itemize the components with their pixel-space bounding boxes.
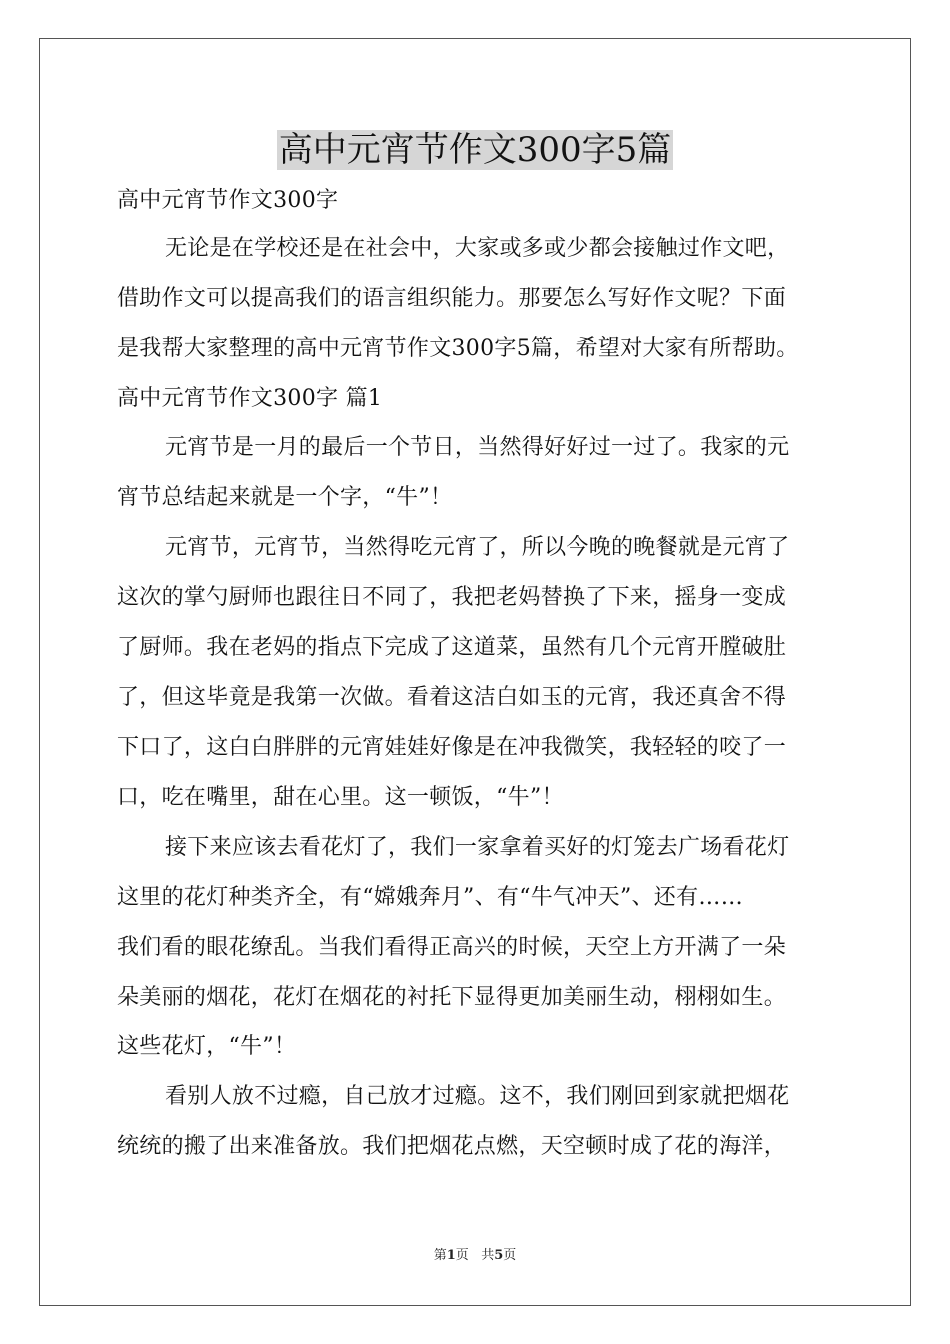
paragraph-line: 看别人放不过瘾，自己放才过瘾。这不，我们刚回到家就把烟花 <box>165 1084 790 1109</box>
paragraph-line: 朵美丽的烟花，花灯在烟花的衬托下显得更加美丽生动，栩栩如生。 <box>117 985 787 1010</box>
page-number: 1 <box>446 1248 456 1263</box>
total-prefix: 共 <box>481 1248 495 1263</box>
paragraph-line: 借助作文可以提高我们的语言组织能力。那要怎么写好作文呢？下面 <box>117 286 787 311</box>
paragraph-line: 元宵节是一月的最后一个节日，当然得好好过一过了。我家的元 <box>165 435 790 460</box>
paragraph-line: 是我帮大家整理的高中元宵节作文300字5篇，希望对大家有所帮助。 <box>117 336 799 361</box>
page-prefix: 第 <box>433 1248 447 1263</box>
section-heading: 高中元宵节作文300字 篇1 <box>117 386 383 411</box>
total-suffix: 页 <box>503 1248 517 1263</box>
document-title-text: 高中元宵节作文300字5篇 <box>278 130 672 170</box>
document-title <box>0 127 950 173</box>
page-footer <box>0 1247 950 1265</box>
paragraph-line: 这里的花灯种类齐全，有“嫦娥奔月”、有“牛气冲天”、还有…… <box>117 885 743 910</box>
paragraph-line: 口，吃在嘴里，甜在心里。这一顿饭，“牛”！ <box>117 785 564 810</box>
paragraph-line: 了厨师。我在老妈的指点下完成了这道菜，虽然有几个元宵开膛破肚 <box>117 635 787 660</box>
total-pages: 5 <box>494 1248 504 1263</box>
paragraph-line: 接下来应该去看花灯了，我们一家拿着买好的灯笼去广场看花灯 <box>165 835 790 860</box>
paragraph-line: 宵节总结起来就是一个字，“牛”！ <box>117 485 453 510</box>
paragraph-line: 统统的搬了出来准备放。我们把烟花点燃，天空顿时成了花的海洋， <box>117 1134 787 1159</box>
paragraph-line: 了，但这毕竟是我第一次做。看着这洁白如玉的元宵，我还真舍不得 <box>117 685 787 710</box>
paragraph-line: 元宵节，元宵节，当然得吃元宵了，所以今晚的晚餐就是元宵了 <box>165 535 790 560</box>
page-suffix: 页 <box>455 1248 469 1263</box>
paragraph-line: 这次的掌勺厨师也跟往日不同了，我把老妈替换了下来，摇身一变成 <box>117 585 787 610</box>
paragraph-line: 下口了，这白白胖胖的元宵娃娃好像是在冲我微笑，我轻轻的咬了一 <box>117 735 787 760</box>
subtitle: 高中元宵节作文300字 <box>117 188 339 213</box>
paragraph-line: 这些花灯，“牛”！ <box>117 1034 297 1059</box>
paragraph-line: 我们看的眼花缭乱。当我们看得正高兴的时候，天空上方开满了一朵 <box>117 935 787 960</box>
paragraph-line: 无论是在学校还是在社会中，大家或多或少都会接触过作文吧， <box>165 236 790 261</box>
page-border <box>39 38 911 1306</box>
